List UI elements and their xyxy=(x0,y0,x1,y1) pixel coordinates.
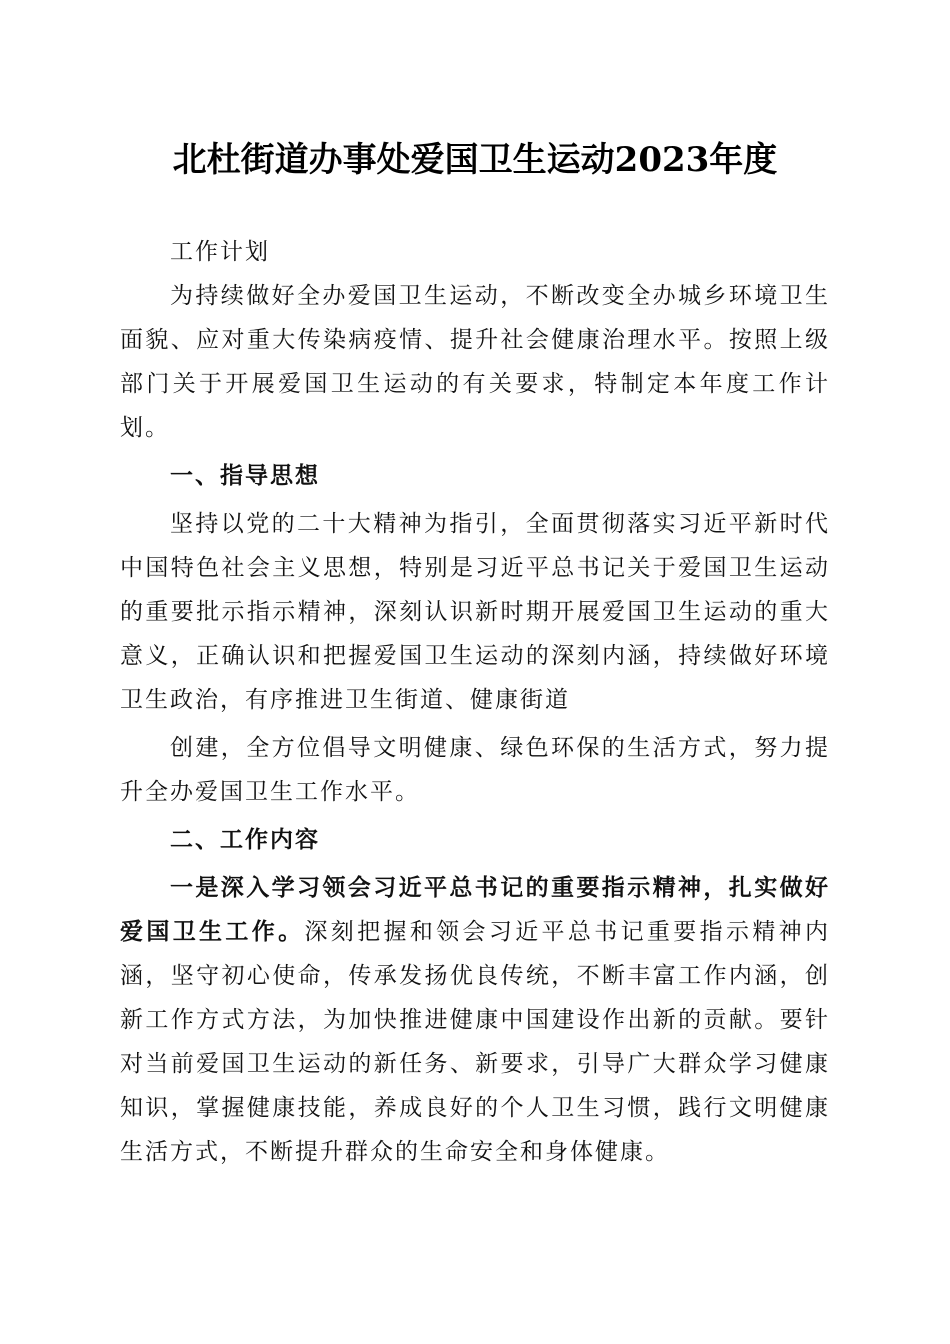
document-body xyxy=(120,230,830,1174)
work-content-body: 深刻把握和领会习近平总书记重要指示精神内涵，坚守初心使命，传承发扬优良传统，不断丰富工作内涵，创新工作方式方法，为加快推进健康中国建设作出新的贡献。要针对当前爱国卫生运动的新任务、新要求，引导广大群众学习健康知识，掌握健康技能，养成良好的个人卫生习惯，践行文明健康生活方式，不断提升群众的生命安全和身体健康。 xyxy=(120,919,831,1165)
work-content-paragraph xyxy=(120,866,830,1174)
guiding-ideology-continuation: 创建，全方位倡导文明健康、绿色环保的生活方式，努力提升全办爱国卫生工作水平。 xyxy=(120,735,830,805)
document-subtitle: 工作计划 xyxy=(170,239,270,265)
section-heading-guiding-ideology: 一、指导思想 xyxy=(170,463,320,489)
section-heading-work-content: 二、工作内容 xyxy=(170,827,320,853)
intro-paragraph: 为持续做好全办爱国卫生运动，不断改变全办城乡环境卫生面貌、应对重大传染病疫情、提升社会健康治理水平。按照上级部门关于开展爱国卫生运动的有关要求，特制定本年度工作计划。 xyxy=(120,283,830,441)
guiding-ideology-paragraph: 坚持以党的二十大精神为指引，全面贯彻落实习近平新时代中国特色社会主义思想，特别是习近平总书记关于爱国卫生运动的重要批示指示精神，深刻认识新时期开展爱国卫生运动的重大意义，正确认识和把握爱国卫生运动的深刻内涵，持续做好环境卫生政治，有序推进卫生街道、健康街道 xyxy=(120,511,830,713)
work-content-lead-sentence: 一是深入学习领会习近平总书记的重要指示精神，扎实做好爱国卫生工作。 xyxy=(120,874,830,945)
document-title: 北杜街道办事处爱国卫生运动2023年度 xyxy=(172,140,778,180)
